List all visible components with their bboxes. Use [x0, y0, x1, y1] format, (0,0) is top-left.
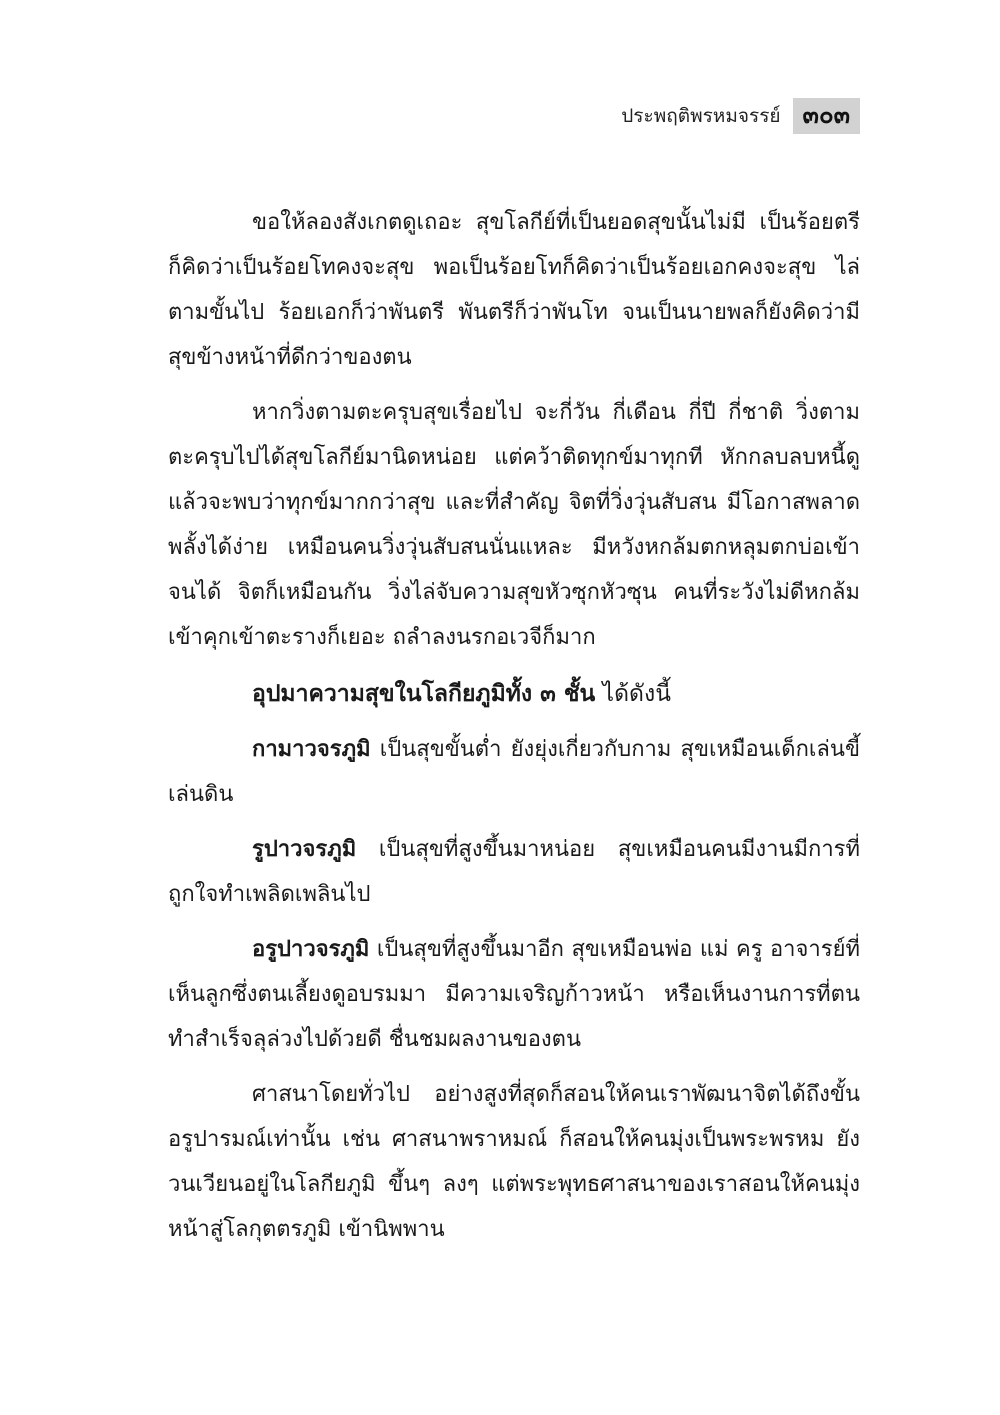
paragraph-1: ขอให้ลองสังเกตดูเถอะ สุขโลกีย์ที่เป็นยอดสุขนั้นไม่มี เป็นร้อยตรีก็คิดว่าเป็นร้อยโทคงจะสุข พอเป็นร้อยโทก็คิดว่าเป็นร้อยเอกคงจะสุข ไล่ตามขั้นไป ร้อยเอกก็ว่าพันตรี พันตรีก็ว่าพันโท จนเป็นนายพลก็ยังคิดว่ามีสุขข้างหน้าที่ดีกว่าของตน: [168, 210, 860, 370]
page-content: [168, 200, 860, 1262]
rupa-term: รูปาวจรภูมิ: [252, 837, 357, 862]
paragraph-rupa: [168, 827, 860, 917]
heading-bold-text: อุปมาความสุขในโลกียภูมิทั้ง ๓ ชั้น: [252, 681, 596, 707]
section-heading: [168, 672, 860, 717]
paragraph-last: ศาสนาโดยทั่วไป อย่างสูงที่สุดก็สอนให้คนเราพัฒนาจิตได้ถึงขั้นอรูปารมณ์เท่านั้น เช่น ศาสนาพราหมณ์ ก็สอนให้คนมุ่งเป็นพระพรหม ยังวนเวียนอยู่ในโลกียภูมิ ขึ้นๆ ลงๆ แต่พระพุทธศาสนาของเราสอนให้คนมุ่งหน้าสู่โลกุตตรภูมิ เข้านิพพาน: [168, 1082, 860, 1242]
heading-rest-text: ได้ดังนี้: [595, 681, 671, 707]
kama-term: กามาวจรภูมิ: [252, 737, 371, 762]
kama-text: เป็นสุขขั้นต่ำ ยังยุ่งเกี่ยวกับกาม สุขเหมือนเด็กเล่นขี้เล่นดิน: [168, 737, 860, 807]
arupa-text: เป็นสุขที่สูงขึ้นมาอีก สุขเหมือนพ่อ แม่ ครู อาจารย์ที่เห็นลูกซึ่งตนเลี้ยงดูอบรมมา มีความเจริญก้าวหน้า หรือเห็นงานการที่ตนทำสำเร็จลุล่วงไปด้วยดี ชื่นชมผลงานของตน: [168, 937, 860, 1052]
paragraph-2: หากวิ่งตามตะครุบสุขเรื่อยไป จะกี่วัน กี่เดือน กี่ปี กี่ชาติ วิ่งตามตะครุบไปได้สุขโลกีย์มานิดหน่อย แต่คว้าติดทุกข์มาทุกที หักกลบลบหนี้ดูแล้วจะพบว่าทุกข์มากกว่าสุข และที่สำคัญ จิตที่วิ่งวุ่นสับสน มีโอกาสพลาดพลั้งได้ง่าย เหมือนคนวิ่งวุ่นสับสนนั่นแหละ มีหวังหกล้มตกหลุมตกบ่อเข้าจนได้ จิตก็เหมือนกัน วิ่งไล่จับความสุขหัวซุกหัวซุน คนที่ระวังไม่ดีหกล้มเข้าคุกเข้าตะรางก็เยอะ ถลำลงนรกอเวจีก็มาก: [168, 400, 860, 650]
page-header: [621, 98, 860, 134]
rupa-text: เป็นสุขที่สูงขึ้นมาหน่อย สุขเหมือนคนมีงานมีการที่ถูกใจทำเพลิดเพลินไป: [168, 837, 860, 907]
paragraph-kama: [168, 727, 860, 817]
paragraph-arupa: [168, 927, 860, 1062]
arupa-term: อรูปาวจรภูมิ: [252, 937, 370, 962]
page-number: ๓๐๓: [793, 98, 860, 134]
running-title: ประพฤติพรหมจรรย์: [621, 105, 781, 127]
